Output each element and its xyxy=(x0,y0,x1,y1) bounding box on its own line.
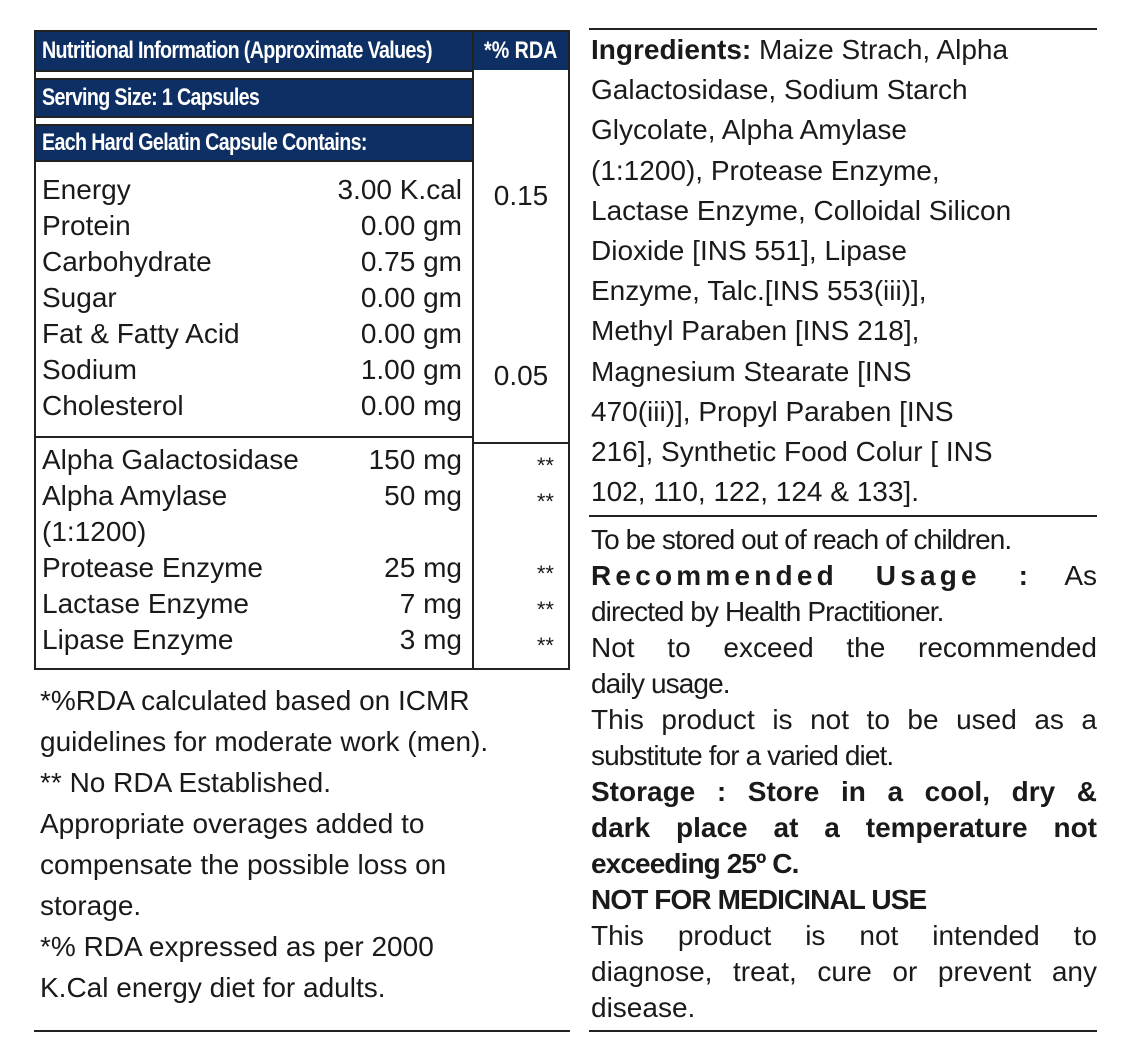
band-gap xyxy=(36,116,472,126)
enzyme-name: Alpha Amylase xyxy=(42,480,228,511)
disclaimer-cont: diagnose, treat, cure or prevent any xyxy=(591,956,1097,987)
enzyme-row xyxy=(42,550,472,586)
disclaimer: This product is not intended to xyxy=(591,920,1097,951)
ingredients-line: 470(iii)], Propyl Paraben [INS xyxy=(591,395,954,427)
footnotes xyxy=(40,680,570,1008)
nutrient-name: Energy xyxy=(42,174,131,205)
disclaimer-cont: disease. xyxy=(591,992,696,1023)
recommended-usage-text: directed by Health Practitioner. xyxy=(591,596,944,627)
rda-value: 0.15 xyxy=(493,180,549,211)
enzyme-name: Lipase Enzyme xyxy=(42,624,234,655)
ingredients-line: (1:1200), Protease Enzyme, xyxy=(591,154,940,186)
ingredients-line: Glycolate, Alpha Amylase xyxy=(591,114,907,146)
enzyme-row xyxy=(42,622,472,658)
nutrient-list xyxy=(36,162,472,436)
nutrient-row xyxy=(42,244,472,280)
nutrition-table xyxy=(34,30,570,670)
recommended-usage-line xyxy=(591,558,1097,594)
recommended-usage-text: As xyxy=(1064,560,1097,591)
ingredients-line: Dioxide [INS 551], Lipase xyxy=(591,235,907,267)
ingredients-line: Magnesium Stearate [INS xyxy=(591,355,912,387)
rda-values xyxy=(474,168,568,442)
ingredients-label: Ingredients: xyxy=(591,34,752,65)
nutrient-name: Protein xyxy=(42,210,131,241)
nutrient-row xyxy=(42,352,472,388)
bottom-rule-right xyxy=(589,1030,1097,1032)
nutrient-value: 0.75 gm xyxy=(360,246,462,277)
rda-column xyxy=(474,32,568,668)
footnote-rda-icmr: *%RDA calculated based on ICMR xyxy=(40,685,470,716)
storage-instructions-cont: exceeding 25º C. xyxy=(591,848,799,879)
enzyme-name: Protease Enzyme xyxy=(42,552,263,583)
rda-header-band xyxy=(474,32,568,70)
footnote-rda-2000-cont: K.Cal energy diet for adults. xyxy=(40,972,386,1003)
ingredients-line: Lactase Enzyme, Colloidal Silicon xyxy=(591,194,1012,226)
nutrient-row xyxy=(42,316,472,352)
enzyme-value: 150 mg xyxy=(368,444,462,475)
rda-value: ** xyxy=(536,633,554,658)
nutrient-value: 1.00 gm xyxy=(360,354,462,385)
not-medicinal-notice: NOT FOR MEDICINAL USE xyxy=(591,884,927,915)
nutrient-value: 0.00 mg xyxy=(360,390,462,421)
footnote-rda-2000: *% RDA expressed as per 2000 xyxy=(40,931,434,962)
serving-size-band xyxy=(36,80,472,116)
nutrient-row xyxy=(42,388,472,424)
rda-value: ** xyxy=(536,597,554,622)
enzyme-row xyxy=(42,442,472,478)
serving-size: Serving Size: 1 Capsules xyxy=(42,84,260,111)
nutrient-value: 0.00 gm xyxy=(360,282,462,313)
footnote-overages-cont: storage. xyxy=(40,890,142,921)
rda-value xyxy=(474,322,568,358)
bottom-rule-left xyxy=(34,1030,570,1032)
enzyme-value: 7 mg xyxy=(399,588,462,619)
enzyme-name: Lactase Enzyme xyxy=(42,588,249,619)
ingredients-line xyxy=(591,30,1097,70)
nutrient-name: Carbohydrate xyxy=(42,246,212,277)
rda-value xyxy=(474,214,568,250)
substitute-warning: This product is not to be used as a xyxy=(591,704,1097,735)
ingredients-line: Methyl Paraben [INS 218], xyxy=(591,315,920,347)
enzyme-rda-values xyxy=(474,444,568,668)
nutrition-title: Nutritional Information (Approximate Values) xyxy=(42,37,432,64)
rda-value xyxy=(474,286,568,322)
usage-block xyxy=(591,522,1097,1026)
nutrient-value: 0.00 gm xyxy=(360,318,462,349)
nutrient-name: Sugar xyxy=(42,282,117,313)
contains-header: Each Hard Gelatin Capsule Contains: xyxy=(42,129,367,156)
enzyme-list xyxy=(36,438,472,662)
ingredients-line: Galactosidase, Sodium Starch xyxy=(591,74,968,106)
footnote-overages: Appropriate overages added to xyxy=(40,808,425,839)
ingredients-line: Enzyme, Talc.[INS 553(iii)], xyxy=(591,275,927,307)
rda-value: ** xyxy=(536,453,554,478)
enzyme-row xyxy=(42,586,472,622)
footnote-no-rda: ** No RDA Established. xyxy=(40,767,332,798)
enzyme-row xyxy=(42,514,472,550)
nutrition-left-column xyxy=(36,32,474,668)
nutrient-name: Cholesterol xyxy=(42,390,184,421)
enzyme-name: Alpha Galactosidase xyxy=(42,444,299,475)
storage-instructions-cont: dark place at a temperature not xyxy=(591,812,1097,843)
exceed-warning: Not to exceed the recommended xyxy=(591,632,1097,663)
nutrient-name: Fat & Fatty Acid xyxy=(42,318,240,349)
enzyme-row xyxy=(42,478,472,514)
ingredients-line: 216], Synthetic Food Colur [ INS xyxy=(591,436,993,468)
enzyme-value: 3 mg xyxy=(399,624,462,655)
recommended-usage-label: Recommended Usage : xyxy=(591,560,1033,591)
nutrient-value: 0.00 gm xyxy=(360,210,462,241)
nutrient-name: Sodium xyxy=(42,354,137,385)
band-gap xyxy=(36,70,472,80)
rda-header: *% RDA xyxy=(484,37,558,64)
ingredients-line: 102, 110, 122, 124 & 133]. xyxy=(591,476,919,508)
footnote-rda-icmr-cont: guidelines for moderate work (men). xyxy=(40,726,489,757)
nutrition-title-band xyxy=(36,32,472,70)
nutrient-row xyxy=(42,208,472,244)
children-warning: To be stored out of reach of children. xyxy=(591,524,1012,555)
rda-value xyxy=(474,394,568,430)
ingredients-block xyxy=(591,30,1097,512)
substitute-warning-cont: substitute for a varied diet. xyxy=(591,740,894,771)
enzyme-name: (1:1200) xyxy=(42,516,147,547)
rda-value xyxy=(474,520,554,556)
nutrient-row xyxy=(42,172,472,208)
rda-value xyxy=(474,250,568,286)
nutrient-value: 3.00 K.cal xyxy=(337,174,462,205)
rda-value: ** xyxy=(536,561,554,586)
rda-value: 0.05 xyxy=(493,360,549,391)
ingredients-text: Maize Strach, Alpha xyxy=(751,34,1009,65)
rda-value: ** xyxy=(536,489,554,514)
ingredients-divider xyxy=(589,515,1097,517)
storage-instructions: Storage : Store in a cool, dry & xyxy=(591,776,1097,807)
rda-spacer xyxy=(474,70,568,168)
contains-band xyxy=(36,126,472,162)
footnote-overages-cont: compensate the possible loss on xyxy=(40,849,447,880)
enzyme-value: 25 mg xyxy=(384,552,462,583)
nutrient-row xyxy=(42,280,472,316)
enzyme-value: 50 mg xyxy=(384,480,462,511)
exceed-warning-cont: daily usage. xyxy=(591,668,730,699)
